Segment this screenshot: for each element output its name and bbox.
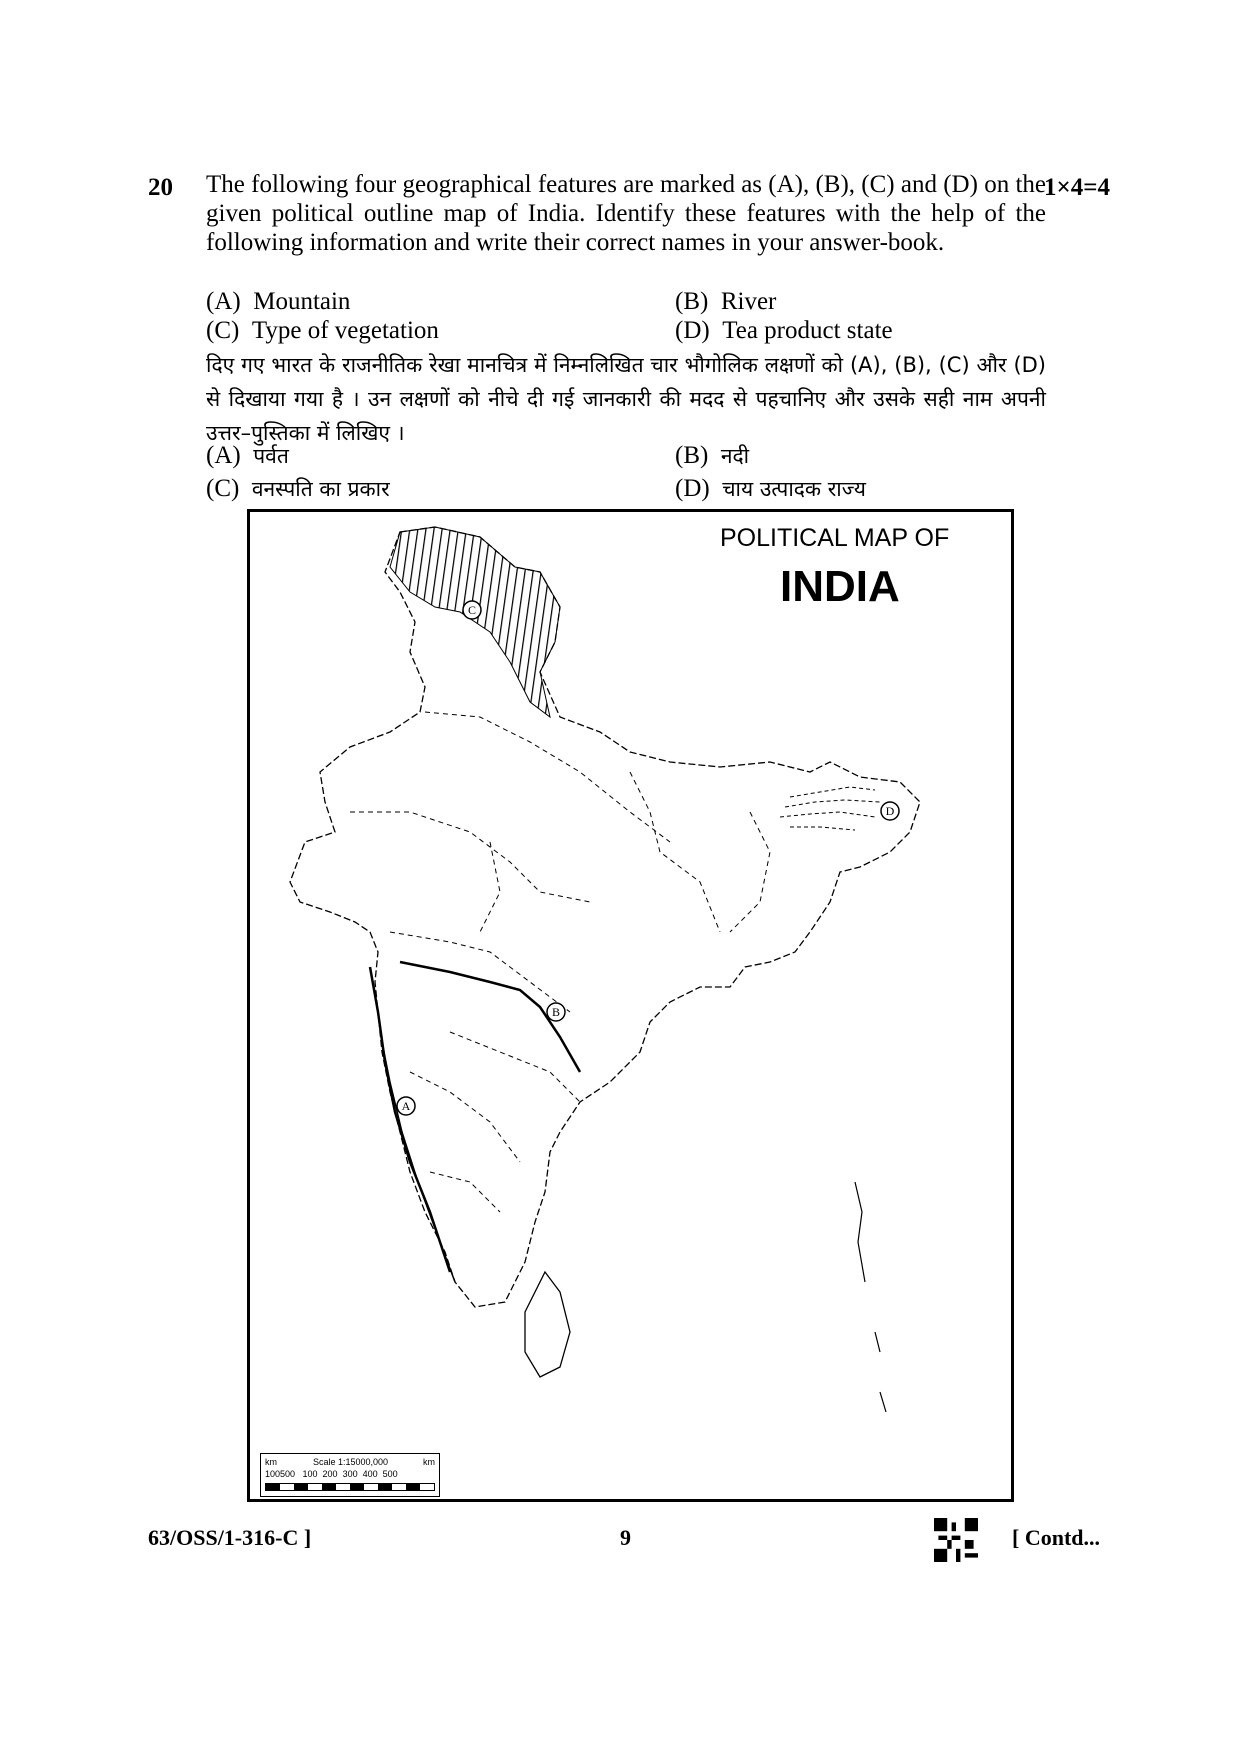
scale-unit-right: km — [423, 1457, 435, 1467]
marker-d — [881, 802, 899, 820]
map-scale — [260, 1453, 440, 1497]
option-b-hi: (B) नदी — [675, 442, 750, 469]
scale-bar — [265, 1483, 435, 1491]
qr-code-icon — [933, 1518, 979, 1562]
scale-unit-left: km — [265, 1457, 277, 1467]
option-b-en: (B) River — [675, 288, 777, 315]
india-political-map — [247, 509, 1014, 1502]
feature-a-mountain — [370, 967, 450, 1272]
page-number: 9 — [620, 1525, 631, 1550]
sri-lanka-outline — [525, 1272, 570, 1377]
andaman-islands — [855, 1182, 886, 1412]
continued-label: [ Contd... — [1012, 1525, 1101, 1550]
svg-text:C: C — [467, 603, 477, 617]
state-boundaries — [350, 712, 770, 1212]
option-a-en: (A) Mountain — [206, 288, 351, 315]
map-title-line2: INDIA — [780, 562, 900, 611]
option-d-en: (D) Tea product state — [675, 317, 893, 344]
paper-code: 63/OSS/1-316-C ] — [148, 1525, 312, 1550]
option-c-en: (C) Type of vegetation — [206, 317, 439, 344]
option-a-hi: (A) पर्वत — [206, 442, 289, 469]
svg-text:A: A — [401, 1099, 411, 1113]
marker-c — [463, 601, 481, 619]
svg-text:B: B — [551, 1005, 561, 1019]
question-marks: 1×4=4 — [1044, 174, 1110, 201]
question-text-english: The following four geographical features are marked as (A), (B), (C) and (D) on the given political outline map of India. Identify these features with the help of the following information and write their correct names in your answer-book. — [206, 171, 1046, 256]
india-outline-map — [250, 512, 1011, 1499]
svg-text:D: D — [885, 804, 895, 818]
map-title-line1: POLITICAL MAP OF — [720, 524, 950, 552]
option-c-hi: (C) वनस्पति का प्रकार — [206, 475, 390, 502]
marker-b — [547, 1003, 565, 1021]
scale-ticks: 100500 100 200 300 400 500 — [265, 1469, 398, 1479]
scale-ratio: Scale 1:15000,000 — [313, 1457, 389, 1467]
option-d-hi: (D) चाय उत्पादक राज्य — [675, 475, 866, 502]
marker-a — [397, 1097, 415, 1115]
question-text-hindi: दिए गए भारत के राजनीतिक रेखा मानचित्र में निम्नलिखित चार भौगोलिक लक्षणों को (A), (B), (C) और (D) से दिखाया गया है । उन लक्षणों को नीचे दी गई जानकारी की मदद से पहचानिए और उसके सही नाम अपनी उत्तर–पुस्तिका में लिखिए । — [206, 353, 1046, 445]
region-d-shading — [780, 787, 880, 830]
question-number: 20 — [148, 174, 173, 201]
india-outline — [290, 527, 920, 1307]
